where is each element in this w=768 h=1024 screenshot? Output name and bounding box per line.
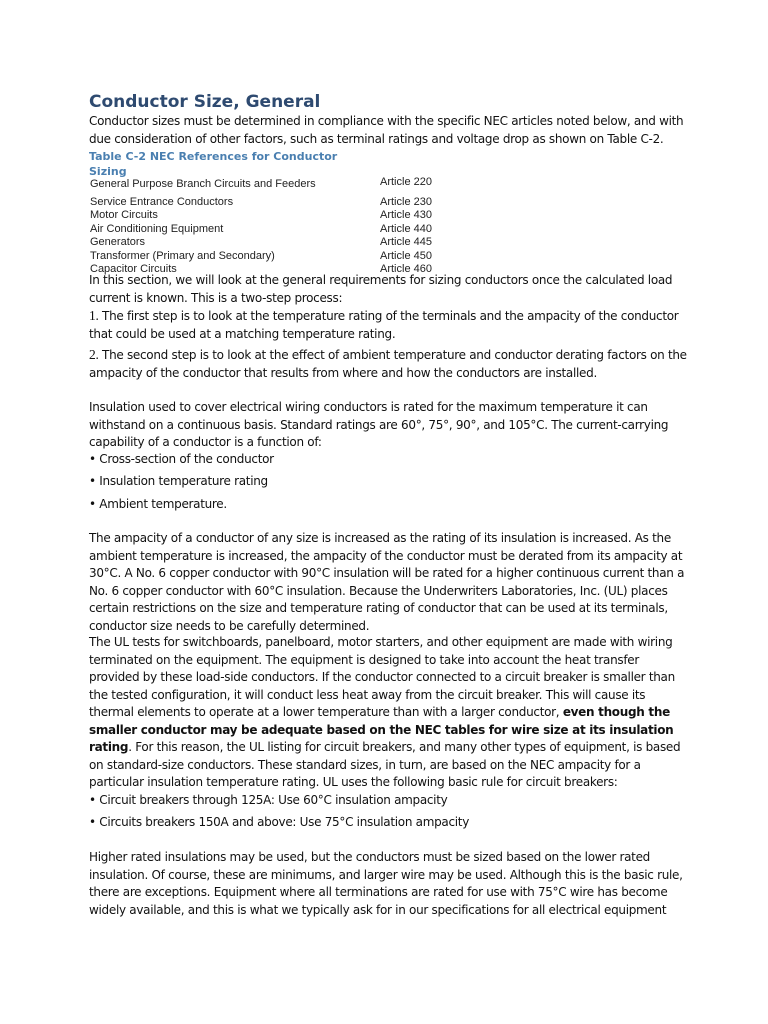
ul-paragraph (89, 634, 689, 792)
ul-emphasis: even though the smaller conductor may be adequate based on the NEC tables for wire size at its insulation rating (89, 705, 674, 754)
bullet-item: • Circuit breakers through 125A: Use 60°C insulation ampacity (89, 793, 448, 807)
table-cell-system: General Purpose Branch Circuits and Feeders (90, 178, 316, 190)
table-cell-article: Article 220 (380, 176, 432, 188)
bullet-item: • Ambient temperature. (89, 497, 227, 511)
nec-reference-table (90, 178, 460, 276)
step-number: 1. (89, 308, 99, 323)
bullet-item: • Circuits breakers 150A and above: Use 75°C insulation ampacity (89, 815, 470, 829)
ul-text-start: The UL tests for switchboards, panelboard, motor starters, and other equipment are made with wiring terminated on the equipment. The equipment is designed to take into account the heat transfer provided by these load-side conductors. If the conductor connected to a circuit breaker is smaller than the tested configuration, it will conduct less heat away from the circuit breaker. This will cause its thermal elements to operate at a lower temperature than with a larger conductor, (89, 635, 675, 719)
section-heading: Conductor Size, General (89, 92, 321, 112)
step-2-paragraph (89, 346, 689, 382)
table-cell-system: Motor Circuits (90, 209, 158, 222)
table-cell-system: Service Entrance Conductors (90, 196, 234, 208)
table-cell-article: Article 460 (380, 262, 432, 275)
table-cell-system: Capacitor Circuits (90, 262, 177, 275)
section-intro-paragraph: In this section, we will look at the general requirements for sizing conductors once the calculated load current is known. This is a two-step process: (89, 273, 673, 305)
bullet-item: • Insulation temperature rating (89, 474, 268, 488)
table-row (90, 209, 460, 222)
ampacity-paragraph: The ampacity of a conductor of any size is increased as the rating of its insulation is increased. As the ambient temperature is increased, the ampacity of the conductor must be derated from its ampacity at 30°C. A No. 6 copper conductor with 90°C insulation will be rated for a higher continuous current than a No. 6 copper conductor with 60°C insulation. Because the Underwriters Laboratories, Inc. (UL) places certain restrictions on the size and temperature rating of conductor that can be used at its terminals, conductor size needs to be carefully determined. (89, 531, 685, 633)
table-row (90, 223, 460, 236)
table-cell-system: Transformer (Primary and Secondary) (90, 249, 275, 262)
table-cell-article: Article 230 (380, 196, 432, 208)
table-caption: Table C-2 NEC References for Conductor Sizing (89, 150, 338, 178)
table-cell-article: Article 440 (380, 222, 432, 235)
insulation-paragraph: Insulation used to cover electrical wiring conductors is rated for the maximum temperature it can withstand on a continuous basis. Standard ratings are 60°, 75°, 90°, and 105°C. The current-carrying capability of a conductor is a function of: (89, 400, 669, 449)
table-row (90, 178, 460, 196)
intro-paragraph: Conductor sizes must be determined in compliance with the specific NEC articles noted below, and with due consideration of other factors, such as terminal ratings and voltage drop as shown on Table C-2. (89, 114, 684, 146)
table-row (90, 236, 460, 249)
bullet-item: • Cross-section of the conductor (89, 452, 274, 466)
table-cell-article: Article 445 (380, 236, 432, 249)
step-1-paragraph (89, 307, 689, 343)
step-text: The second step is to look at the effect of ambient temperature and conductor derating factors on the ampacity of the conductor that results from where and how the conductors are installed. (89, 348, 687, 380)
step-text: The first step is to look at the temperature rating of the terminals and the ampacity of the conductor that could be used at a matching temperature rating. (89, 309, 679, 341)
final-paragraph: Higher rated insulations may be used, but the conductors must be sized based on the lower rated insulation. Of course, these are minimums, and larger wire may be used. Although this is the basic rule, there are exceptions. Equipment where all terminations are rated for use with 75°C wire has become widely available, and this is what we typically ask for in our specifications for all electrical equipment (89, 850, 683, 917)
table-cell-system: Air Conditioning Equipment (90, 222, 224, 235)
table-row (90, 196, 460, 209)
ul-text-end: . For this reason, the UL listing for circuit breakers, and many other types of equipment, is based on standard-size conductors. These standard sizes, in turn, are based on the NEC ampacity for a particular insulation temperature rating. UL uses the following basic rule for circuit breakers: (89, 740, 681, 789)
table-cell-article: Article 430 (380, 209, 432, 222)
table-cell-article: Article 450 (380, 249, 432, 262)
table-cell-system: Generators (90, 236, 146, 249)
table-row (90, 250, 460, 263)
step-number: 2. (89, 347, 99, 362)
